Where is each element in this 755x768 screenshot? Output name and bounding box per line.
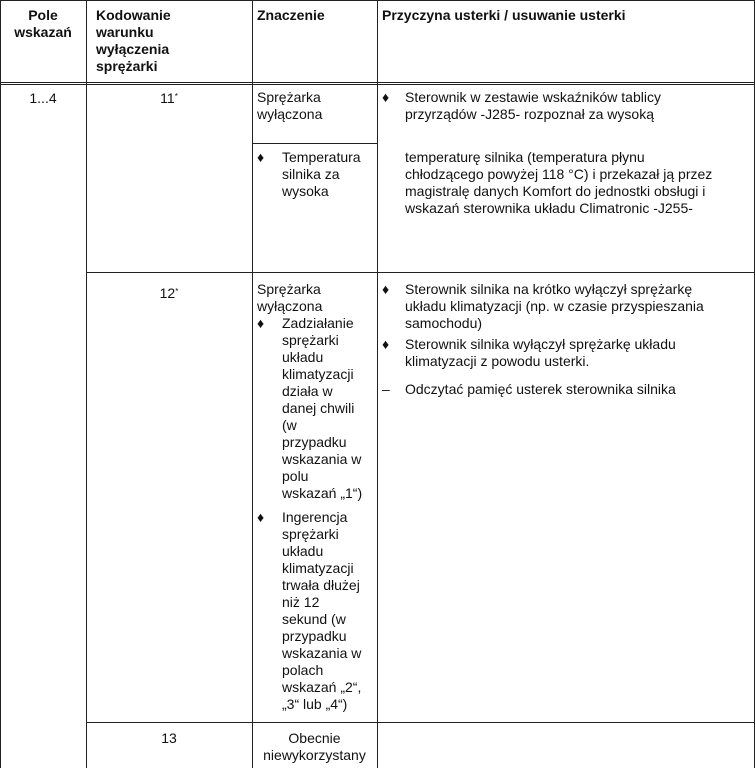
grid-line	[0, 0, 1, 768]
meaning-12-title: Sprężarka wyłączona	[257, 281, 323, 314]
bullet-icon: ♦	[257, 315, 265, 331]
grid-line	[0, 84, 755, 85]
bullet-icon: ♦	[257, 509, 265, 525]
bullet-icon: ♦	[382, 336, 390, 352]
grid-line	[0, 0, 755, 1]
bullet-icon: ♦	[257, 149, 265, 165]
cause-12-action: Odczytać pamięć usterek sterownika silnika	[405, 381, 676, 397]
dash-icon: –	[382, 381, 390, 397]
bullet-icon: ♦	[382, 281, 390, 297]
grid-line	[86, 0, 87, 768]
meaning-13: Obecnie niewykorzystany	[263, 730, 366, 763]
meaning-11-bullet: Temperatura silnika za wysoka	[282, 149, 361, 199]
code-11: 11*	[160, 90, 178, 106]
grid-line	[86, 722, 755, 723]
cause-12-bullet1: Sterownik silnika na krótko wyłączył sprężarkę układu klimatyzacji (np. w czasie przyspieszania samochodu)	[405, 281, 704, 331]
meaning-12-bullet1: Zadziałanie sprężarki układu klimatyzacji działa w danej chwili (w przypadku wskazania w polu wskazań „1“)	[282, 315, 363, 501]
bullet-icon: ♦	[382, 89, 390, 105]
code-13: 13	[161, 730, 177, 746]
field-range: 1...4	[29, 90, 57, 106]
header-cause: Przyczyna usterki / usuwanie usterki	[382, 7, 626, 23]
cause-12-bullet2: Sterownik silnika wyłączył sprężarkę układu klimatyzacji z powodu usterki.	[405, 336, 676, 369]
grid-line	[377, 0, 378, 768]
meaning-11-title: Sprężarka wyłączona	[257, 89, 323, 122]
grid-line	[252, 143, 377, 144]
header-field: Pole wskazań	[14, 7, 72, 40]
grid-line	[252, 0, 253, 768]
grid-line	[0, 82, 755, 83]
header-code: Kodowanie warunku wyłączenia sprężarki	[96, 7, 171, 74]
meaning-12-bullet2: Ingerencja sprężarki układu klimatyzacji trwała dłużej niż 12 sekund (w przypadku wskazania w polach wskazań „2“, „3“ lub „4“)	[282, 509, 362, 712]
grid-line	[86, 272, 755, 273]
header-meaning: Znaczenie	[257, 7, 325, 23]
code-12: 12*	[159, 285, 179, 301]
cause-11-part2: temperaturę silnika (temperatura płynu chłodzącego powyżej 118 °C) i przekazał ją przez magistralę danych Komfort do jednostki obsługi i wskazań sterownika układu Climatronic -J255-	[405, 149, 713, 216]
cause-11-part1: Sterownik w zestawie wskaźników tablicy przyrządów -J285- rozpoznał za wysoką	[405, 89, 661, 122]
